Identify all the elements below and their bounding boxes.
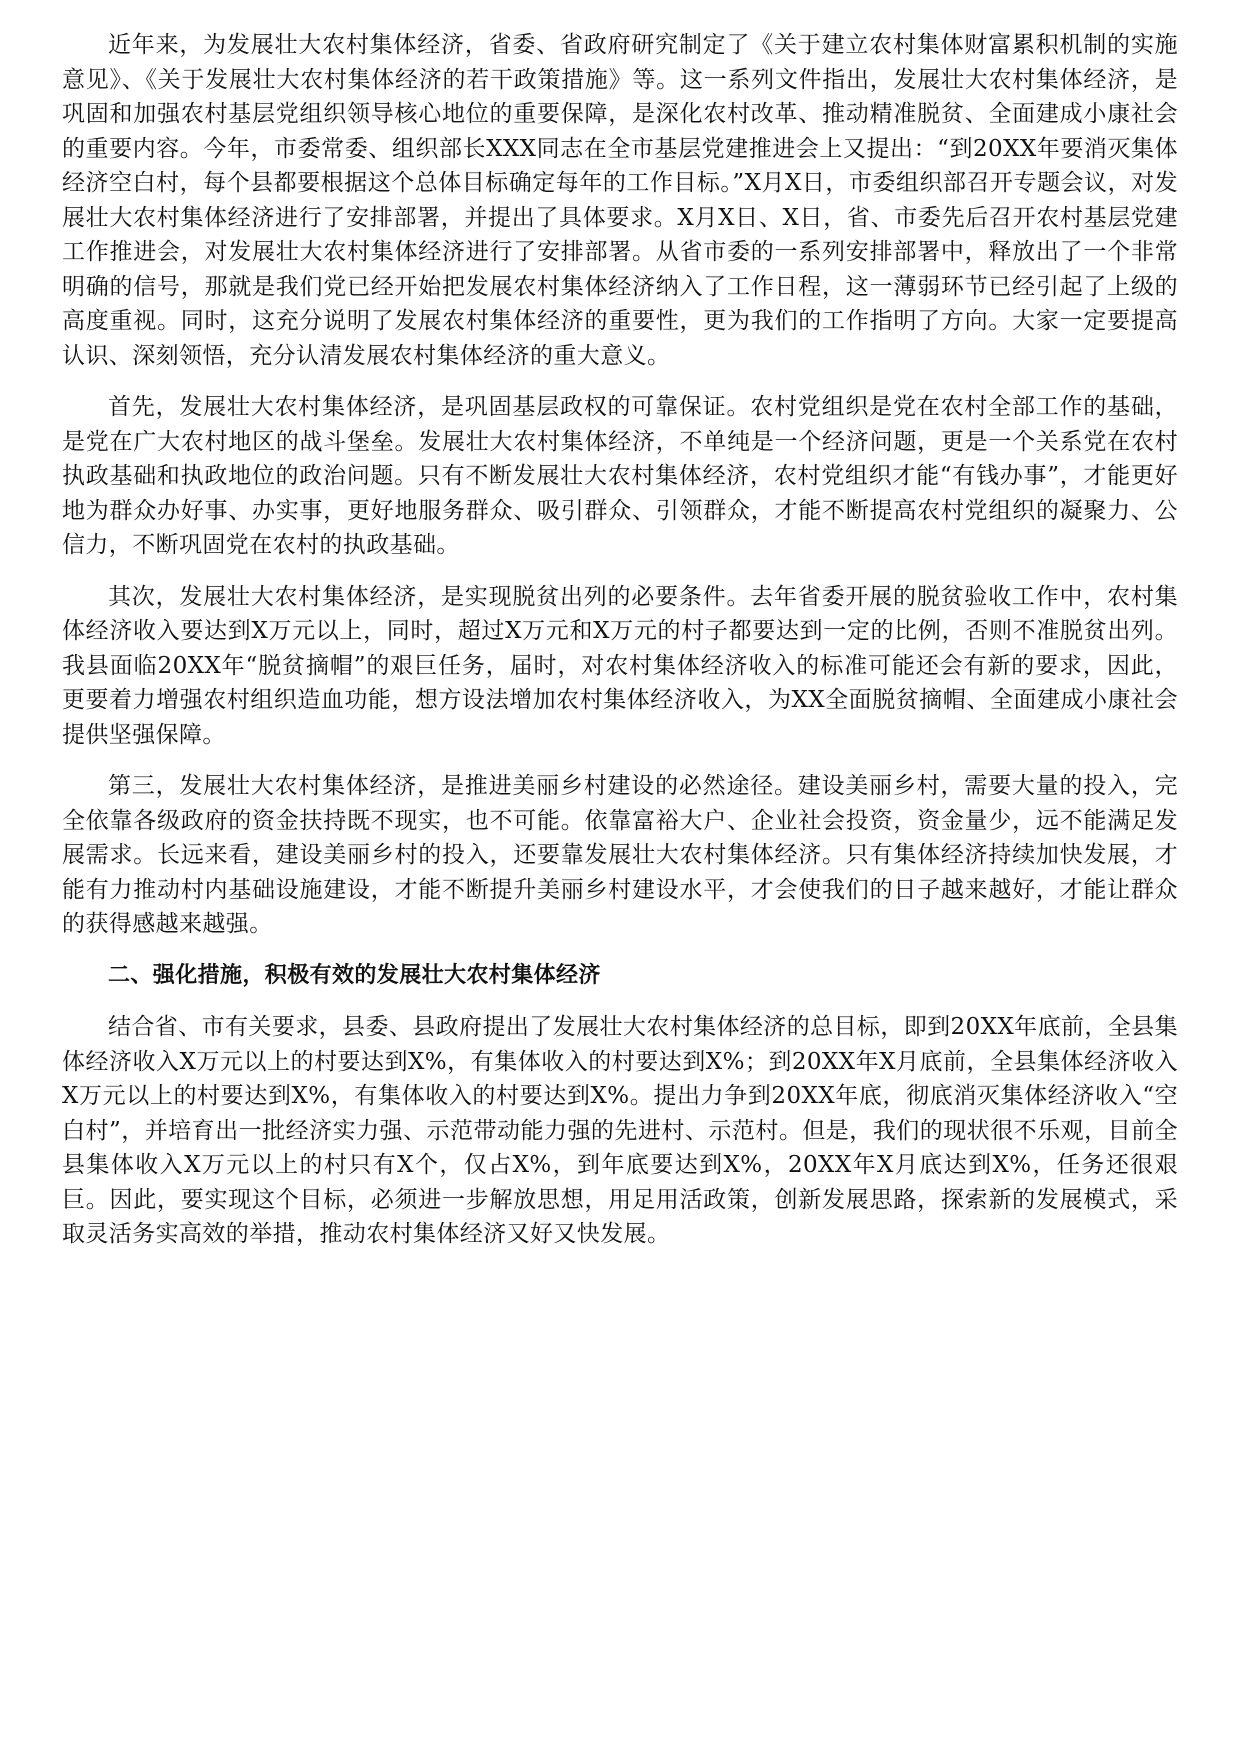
paragraph-section2-goals: 结合省、市有关要求，县委、县政府提出了发展壮大农村集体经济的总目标，即到20XX年底前，全县集体经济收入X万元以上的村要达到X%，有集体收入的村要达到X%；到20XX年X月底前，全县集体经济收入X万元以上的村要达到X%，有集体收入的村要达到X%。提出力争到20XX年底，彻底消灭集体经济收入“空白村”，并培育出一批经济实力强、示范带动能力强的先进村、示范村。但是，我们的现状很不乐观，目前全县集体收入X万元以上的村只有X个，仅占X%，到年底要达到X%，20XX年X月底达到X%，任务还很艰巨。因此，要实现这个目标，必须进一步解放思想，用足用活政策，创新发展思路，探索新的发展模式，采取灵活务实高效的举措，推动农村集体经济又好又快发展。 [62, 1014, 1178, 1247]
paragraph-first-reason: 首先，发展壮大农村集体经济，是巩固基层政权的可靠保证。农村党组织是党在农村全部工作的基础，是党在广大农村地区的战斗堡垒。发展壮大农村集体经济，不单纯是一个经济问题，更是一个关系党在农村执政基础和执政地位的政治问题。只有不断发展壮大农村集体经济，农村党组织才能“有钱办事”，才能更好地为群众办好事、办实事，更好地服务群众、吸引群众、引领群众，才能不断提高农村党组织的凝聚力、公信力，不断巩固党在农村的执政基础。 [62, 394, 1178, 558]
paragraph-second-reason: 其次，发展壮大农村集体经济，是实现脱贫出列的必要条件。去年省委开展的脱贫验收工作中，农村集体经济收入要达到X万元以上，同时，超过X万元和X万元的村子都要达到一定的比例，否则不准脱贫出列。我县面临20XX年“脱贫摘帽”的艰巨任务，届时，对农村集体经济收入的标准可能还会有新的要求，因此，更要着力增强农村组织造血功能，想方设法增加农村集体经济收入，为XX全面脱贫摘帽、全面建成小康社会提供坚强保障。 [62, 583, 1178, 748]
paragraph-third-reason: 第三，发展壮大农村集体经济，是推进美丽乡村建设的必然途径。建设美丽乡村，需要大量的投入，完全依靠各级政府的资金扶持既不现实，也不可能。依靠富裕大户、企业社会投资，资金量少，远不能满足发展需求。长远来看，建设美丽乡村的投入，还要靠发展壮大农村集体经济。只有集体经济持续加快发展，才能有力推动村内基础设施建设，才能不断提升美丽乡村建设水平，才会使我们的日子越来越好，才能让群众的获得感越来越强。 [62, 773, 1178, 937]
document-body [62, 28, 1178, 1269]
section-heading-2: 二、强化措施，积极有效的发展壮大农村集体经济 [108, 962, 601, 988]
paragraph-intro: 近年来，为发展壮大农村集体经济，省委、省政府研究制定了《关于建立农村集体财富累积机制的实施意见》、《关于发展壮大农村集体经济的若干政策措施》等。这一系列文件指出，发展壮大农村集体经济，是巩固和加强农村基层党组织领导核心地位的重要保障，是深化农村改革、推动精准脱贫、全面建成小康社会的重要内容。今年，市委常委、组织部长XXX同志在全市基层党建推进会上又提出：“到20XX年要消灭集体经济空白村，每个县都要根据这个总体目标确定每年的工作目标。”X月X日，市委组织部召开专题会议，对发展壮大农村集体经济进行了安排部署，并提出了具体要求。X月X日、X日，省、市委先后召开农村基层党建工作推进会，对发展壮大农村集体经济进行了安排部署。从省市委的一系列安排部署中，释放出了一个非常明确的信号，那就是我们党已经开始把发展农村集体经济纳入了工作日程，这一薄弱环节已经引起了上级的高度重视。同时，这充分说明了发展农村集体经济的重要性，更为我们的工作指明了方向。大家一定要提高认识、深刻领悟，充分认清发展农村集体经济的重大意义。 [62, 32, 1178, 369]
